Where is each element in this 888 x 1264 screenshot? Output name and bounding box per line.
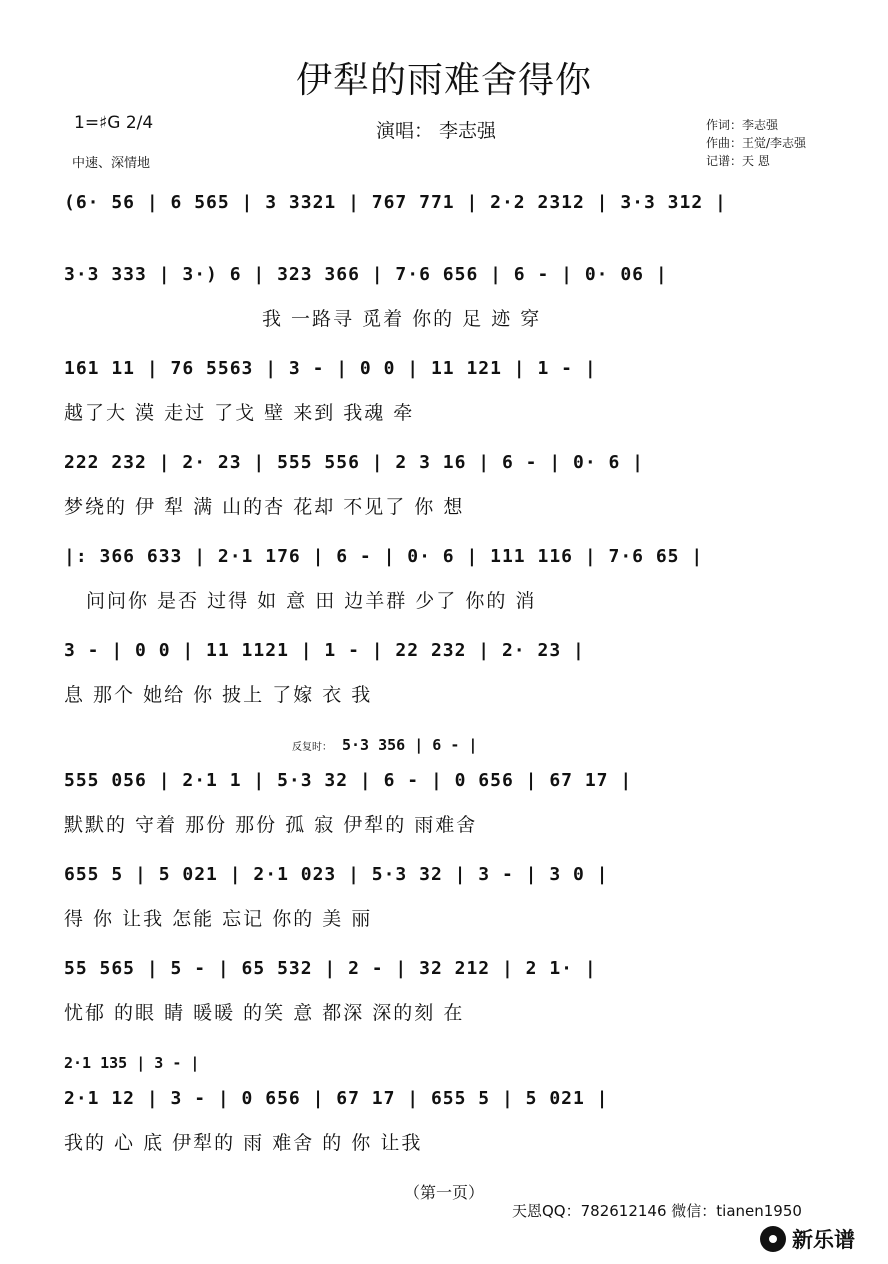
score-line-lyrics: 我 一路寻 觅着 你的 足 迹 穿 <box>262 308 542 330</box>
score-line-notes: 555 056 | 2·1 1 | 5·3 32 | 6 - | 0 656 | 67 17 | <box>64 770 633 791</box>
score-line-notes: 655 5 | 5 021 | 2·1 023 | 5·3 32 | 3 - | 3 0 | <box>64 864 609 885</box>
score-line-notes: (6· 56 | 6 565 | 3 3321 | 767 771 | 2·2 2312 | 3·3 312 | <box>64 192 727 213</box>
record-disc-icon <box>760 1226 786 1252</box>
transcriber-credit: 记谱：天 恩 <box>706 154 770 168</box>
score-line-notes: 55 565 | 5 - | 65 532 | 2 - | 32 212 | 2 1· | <box>64 958 597 979</box>
singer-label: 演唱： 李志强 <box>376 120 497 142</box>
page-title: 伊犁的雨难舍得你 <box>295 60 592 101</box>
repeat-label: 反复时： <box>292 742 332 753</box>
tempo-marking: 中速、深情地 <box>72 156 151 171</box>
score-line-lyrics: 默默的 守着 那份 那份 孤 寂 伊犁的 雨难舍 <box>64 814 478 836</box>
score-line-notes: 3 - | 0 0 | 11 1121 | 1 - | 22 232 | 2· 23 | <box>64 640 585 661</box>
contact-info: 天恩QQ：782612146 微信：tianen1950 <box>512 1202 802 1220</box>
score-line-notes: 3·3 333 | 3·) 6 | 323 366 | 7·6 656 | 6 - | 0· 06 | <box>64 264 668 285</box>
score-line-lyrics: 我的 心 底 伊犁的 雨 难舍 的 你 让我 <box>64 1132 423 1154</box>
alt-ending-notes: 2·1 135 | 3 - | <box>64 1054 200 1072</box>
logo-text: 新乐谱 <box>792 1228 855 1252</box>
score-line-lyrics: 问问你 是否 过得 如 意 田 边羊群 少了 你的 消 <box>86 590 537 612</box>
score-line-lyrics: 息 那个 她给 你 披上 了嫁 衣 我 <box>64 684 373 706</box>
composer-credit: 作曲：王觉/李志强 <box>706 136 807 150</box>
lyricist-credit: 作词：李志强 <box>706 118 779 132</box>
score-line-notes: 161 11 | 76 5563 | 3 - | 0 0 | 11 121 | 1 - | <box>64 358 597 379</box>
page-number: （第一页） <box>403 1183 484 1202</box>
key-signature: 1=♯G 2/4 <box>74 113 154 133</box>
score-line-notes: 2·1 12 | 3 - | 0 656 | 67 17 | 655 5 | 5 021 | <box>64 1088 609 1109</box>
repeat-variant-notes: 5·3 356 | 6 - | <box>342 736 478 754</box>
score-line-notes: |: 366 633 | 2·1 176 | 6 - | 0· 6 | 111 116 | 7·6 65 | <box>64 546 704 567</box>
score-line-lyrics: 梦绕的 伊 犁 满 山的杏 花却 不见了 你 想 <box>64 496 465 518</box>
score-line-notes: 222 232 | 2· 23 | 555 556 | 2 3 16 | 6 - | 0· 6 | <box>64 452 645 473</box>
site-logo <box>760 1224 855 1254</box>
score-line-lyrics: 得 你 让我 怎能 忘记 你的 美 丽 <box>64 908 373 930</box>
score-line-lyrics: 越了大 漠 走过 了戈 壁 来到 我魂 牵 <box>64 402 415 424</box>
score-line-lyrics: 忧郁 的眼 睛 暖暖 的笑 意 都深 深的刻 在 <box>64 1002 465 1024</box>
